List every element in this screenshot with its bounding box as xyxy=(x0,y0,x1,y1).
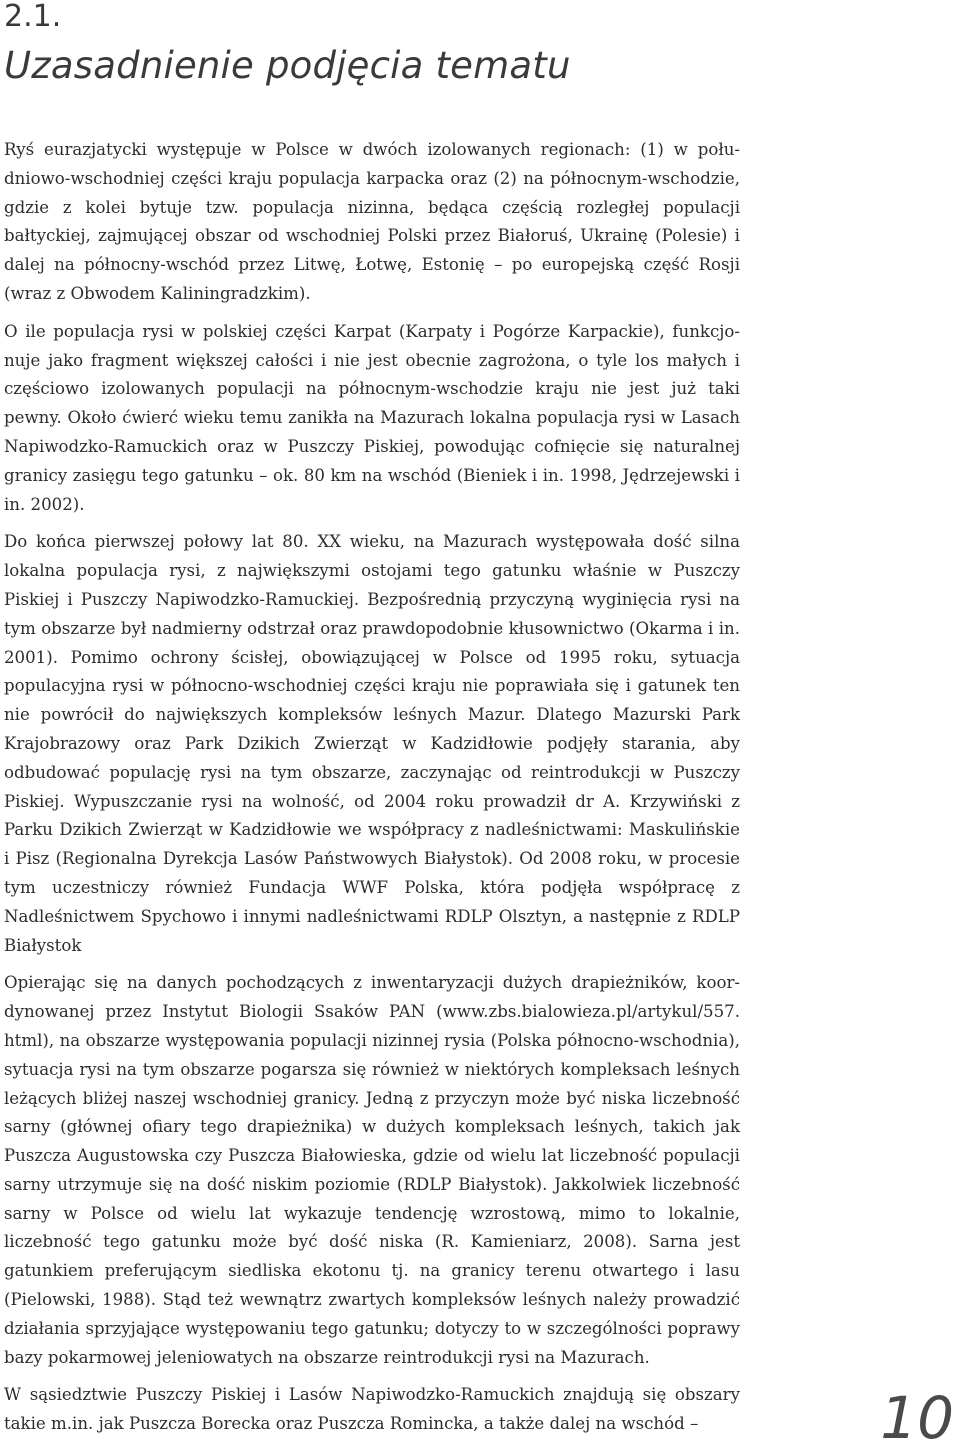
section-number: 2.1. xyxy=(4,0,62,34)
paragraph-2: O ile populacja rysi w polskiej części Karpat (Karpaty i Pogórze Karpackie), funkcjonuje jako fragment większej całości i nie jest obecnie zagrożona, o tyle los małych i częściowo izolowanych populacji na północnym-wschodzie kraju nie jest już taki pewny. Około ćwierć wieku temu zanikła na Mazurach lokalna populacja rysi w Lasach Napiwodzko-Ramuckich oraz w Puszczy Piskiej, powodując cofnięcie się naturalnej granicy zasięgu tego gatunku – ok. 80 km na wschód (Bieniek i in. 1998, Jędrzejewski i in. 2002). xyxy=(4,321,740,514)
paragraph-4: Opierając się na danych pochodzących z inwentaryzacji dużych drapieżników, koordynowanej przez Instytut Biologii Ssaków PAN (www.zbs.bialowieza.pl/artykul/557.​html), na obszarze występowania populacji nizinnej rysia (Polska północno-wschodnia), sytuacja rysi na tym obszarze pogarsza się również w niektórych kompleksach leśnych leżących bliżej naszej wschodniej granicy. Jedną z przyczyn może być niska liczebność sarny (głównej ofiary tego drapieżnika) w dużych kompleksach leśnych, takich jak Puszcza Augustowska czy Puszcza Białowieska, gdzie od wielu lat liczebność populacji sarny utrzymuje się na dość niskim poziomie (RDLP Białystok). Jakkolwiek liczebność sarny w Polsce od wielu lat wykazuje tendencję wzrostową, mimo to lokalnie, liczebność tego gatunku może być dość niska (R. Kamieniarz, 2008). Sarna jest gatunkiem preferującym siedliska ekotonu tj. na granicy terenu otwartego i lasu (Pielowski, 1988). Stąd też wewnątrz zwartych kompleksów leśnych należy prowadzić działania sprzyjające występowaniu tego gatunku; dotyczy to w szczególności poprawy bazy pokarmowej jeleniowatych na obszarze reintrodukcji rysi na Mazurach. xyxy=(4,973,740,1367)
page-number: 10 xyxy=(880,1384,954,1452)
paragraph-1: Ryś eurazjatycki występuje w Polsce w dwóch izolowanych regionach: (1) w południowo-wschodniej części kraju populacja karpacka oraz (2) na północnym-wschodzie, gdzie z kolei bytuje tzw. populacja nizinna, będąca częścią rozległej populacji bałtyckiej, zajmującej obszar od wschodniej Polski przez Białoruś, Ukrainę (Polesie) i dalej na północny-wschód przez Litwę, Łotwę, Estonię – po europejską część Rosji (wraz z Obwodem Kaliningradzkim). xyxy=(4,140,740,303)
paragraph-5: W sąsiedztwie Puszczy Piskiej i Lasów Napiwodzko-Ramuckich znajdują się obszary takie m.in. jak Puszcza Borecka oraz Puszcza Romincka, a także dalej na wschód – xyxy=(4,1385,740,1434)
body-text xyxy=(4,136,740,1448)
section-title: Uzasadnienie podjęcia tematu xyxy=(4,44,571,87)
paragraph-3: Do końca pierwszej połowy lat 80. XX wieku, na Mazurach występowała dość silna lokalna populacja rysi, z największymi ostojami tego gatunku właśnie w Puszczy Piskiej i Puszczy Napiwodzko-Ramuckiej. Bezpośrednią przyczyną wyginięcia rysi na tym obszarze był nadmierny odstrzał oraz prawdopodobnie kłusownictwo (Okarma i in. 2001). Pomimo ochrony ścisłej, obowiązującej w Polsce od 1995 roku, sytuacja populacyjna rysi w północno-wschodniej części kraju nie poprawiała się i gatunek ten nie powrócił do największych kompleksów leśnych Mazur. Dlatego Mazurski Park Krajobrazowy oraz Park Dzikich Zwierząt w Kadzidłowie podjęły starania, aby odbudować populację rysi na tym obszarze, zaczynając od reintrodukcji w Puszczy Piskiej. Wypuszczanie rysi na wolność, od 2004 roku prowadził dr A. Krzywiński z Parku Dzikich Zwierząt w Kadzidłowie we współpracy z nadleśnictwami: Maskulińskie i Pisz (Regionalna Dyrekcja Lasów Państwowych Białystok). Od 2008 roku, w procesie tym uczestniczy również Fundacja WWF Polska, która podjęła współpracę z Nadleśnictwem Spychowo i innymi nadleśnictwami RDLP Olsztyn, a następnie z RDLP Białystok xyxy=(4,532,740,955)
